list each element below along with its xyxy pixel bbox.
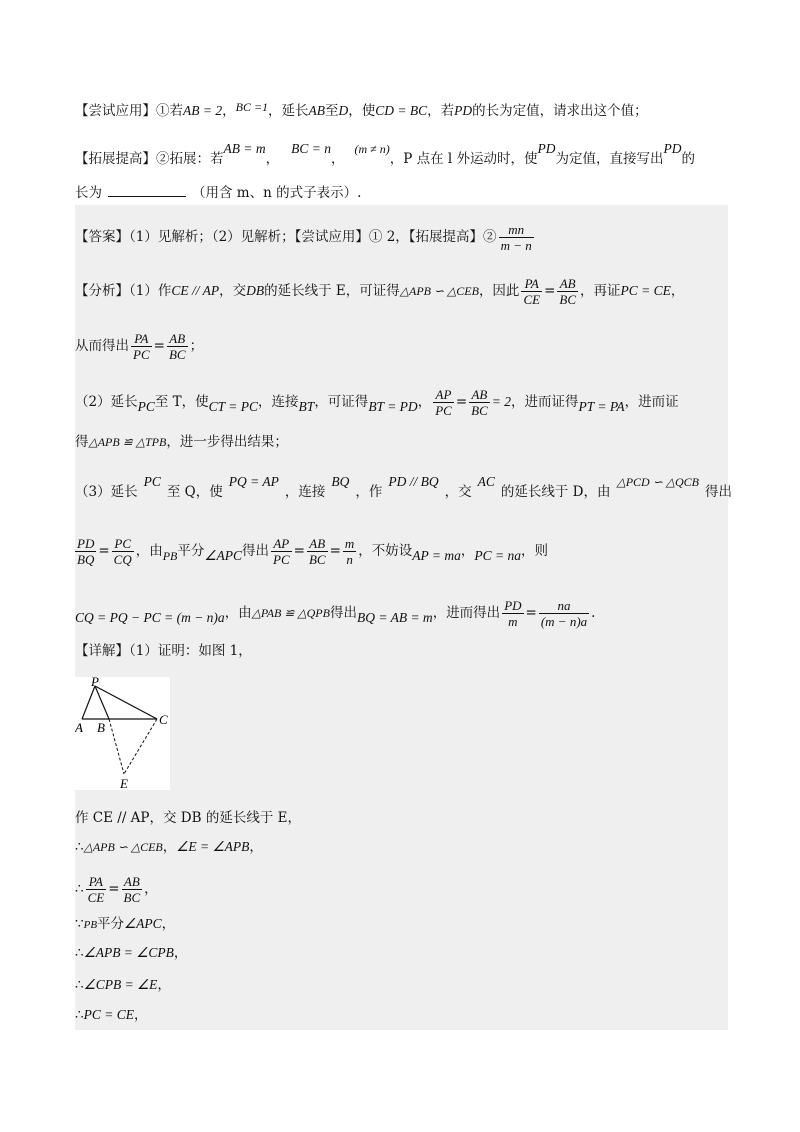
- numerator: AB: [167, 331, 188, 347]
- math: PC = CE: [83, 1007, 134, 1022]
- fraction: [499, 222, 534, 253]
- analysis-line-4: [75, 432, 288, 452]
- text: 至 T，使: [154, 394, 209, 410]
- text: ，进而得出: [432, 605, 501, 621]
- segment-ce-dashed: [124, 719, 157, 774]
- text: ，连接: [258, 394, 299, 410]
- text: ，进而证: [624, 394, 679, 410]
- math: BC =1: [235, 100, 269, 114]
- text: ，作: [355, 484, 383, 500]
- label-a: A: [75, 720, 83, 735]
- text: ①若: [156, 103, 183, 119]
- text: ，可证得: [314, 394, 369, 410]
- detail-step-3: ∴ $\frac{PA}{CE}$ = $\frac{AB}{BC}$ ，: [75, 874, 158, 905]
- text: ；: [189, 338, 204, 354]
- text: 平分: [97, 916, 125, 932]
- extend-tag: 【拓展提高】: [75, 151, 156, 167]
- fraction: [86, 874, 107, 905]
- text: ，: [144, 881, 158, 897]
- fraction: [539, 598, 589, 629]
- math: AC: [477, 474, 495, 489]
- math: BQ = AB = m: [356, 610, 433, 625]
- text: （2）延长: [75, 394, 138, 410]
- numerator: PC: [112, 536, 134, 552]
- math: BC = n: [291, 141, 331, 156]
- math: PB: [83, 919, 98, 931]
- denominator: CE: [523, 292, 541, 307]
- math: PB: [162, 549, 178, 563]
- math: PD: [454, 103, 473, 118]
- answer-line: [75, 222, 536, 253]
- analysis-line-7: CQ = PQ − PC = (m − n)a，由△PAB ≌ △QPB得出BQ = AB = m，进而得出 $\frac{PD}{m}$ = $\frac{na}{(m - n)a}$ .: [75, 598, 596, 629]
- numerator: AB: [469, 387, 490, 403]
- text: 的长为定值，请求出这个值；: [472, 103, 648, 119]
- text: ，P 点在 l 外运动时，使: [389, 151, 538, 167]
- math: PC: [137, 399, 155, 414]
- math: AB = m: [223, 141, 266, 156]
- numerator: AP: [271, 536, 292, 552]
- fraction: [307, 536, 328, 567]
- math: △APB ∽ △CEB: [399, 284, 479, 298]
- detail-step-2: [75, 837, 263, 857]
- numerator: AB: [557, 276, 578, 292]
- math: (m ≠ n): [354, 142, 390, 156]
- math: CE // AP: [171, 283, 220, 298]
- denominator: m − n: [500, 238, 532, 253]
- denominator: BC: [123, 890, 141, 905]
- text: ，连接: [284, 484, 326, 500]
- math: BT = PD: [368, 399, 418, 414]
- detail-tag: 【详解】: [75, 643, 129, 659]
- analysis-line-3: （2）延长PC至 T，使CT = PC，连接BT，可证得BT = PD， $\frac{AP}{PC}$ = $\frac{AB}{BC}$ = 2，进而证得PT = PA，进而证: [75, 387, 679, 418]
- text: （1）作: [129, 283, 172, 299]
- fraction: [343, 536, 356, 567]
- numerator: AB: [307, 536, 328, 552]
- try-apply-line: 【尝试应用】①若AB = 2，BC =1，延长AB至D，使CD = BC，若PD的长为定值，请求出这个值；: [75, 100, 648, 119]
- text: ，由: [224, 605, 252, 621]
- numerator: AP: [433, 387, 454, 403]
- label-e: E: [120, 776, 128, 790]
- text: （1）证明：如图 1，: [129, 643, 252, 659]
- segment-pb: [95, 686, 109, 719]
- text: 得出: [704, 484, 732, 500]
- extend-line-2: [75, 182, 361, 203]
- math: D: [338, 103, 349, 118]
- text: ，则: [521, 543, 548, 559]
- analysis-line-2: 从而得出 $\frac{PA}{PC}$ = $\frac{AB}{BC}$ ；: [75, 331, 204, 362]
- fraction: [557, 276, 578, 307]
- numerator: AB: [122, 874, 143, 890]
- fraction: [112, 536, 134, 567]
- text: ∴: [75, 977, 84, 993]
- math: △APB ≌ △TPB: [88, 435, 167, 449]
- text: 的: [681, 151, 696, 167]
- math: DB: [246, 283, 265, 298]
- detail-step-5: [75, 943, 187, 963]
- text: 为定值，直接写出: [555, 151, 664, 167]
- fraction: [433, 387, 454, 418]
- text: ，延长: [268, 103, 309, 119]
- analysis-line-1: 【分析】（1）作CE // AP，交DB的延长线于 E，可证得△APB ∽ △CEB，因此 $\frac{PA}{CE}$ = $\frac{AB}{BC}$ ，再证PC = CE，: [75, 276, 685, 307]
- text: 作 CE // AP，交 DB 的延长线于 E，: [75, 810, 301, 826]
- denominator: BC: [559, 292, 576, 307]
- numerator: PD: [77, 536, 95, 551]
- try-apply-tag: 【尝试应用】: [75, 103, 156, 119]
- answer-tag: 【答案】: [75, 229, 129, 245]
- math: ∠APC: [124, 916, 162, 931]
- text: ，交: [444, 484, 472, 500]
- denominator: BQ: [77, 552, 95, 567]
- math: △APB ∽ △CEB: [83, 840, 163, 854]
- text: ∴: [75, 881, 84, 897]
- text: ∵: [75, 916, 84, 932]
- text: 长为: [75, 185, 102, 201]
- denominator: m: [508, 614, 518, 629]
- numerator: mn: [499, 222, 534, 238]
- denominator: BC: [168, 347, 186, 362]
- fraction: [122, 874, 143, 905]
- denominator: PC: [133, 347, 150, 362]
- denominator: CQ: [113, 552, 132, 567]
- math: BT: [298, 399, 315, 414]
- numerator: PA: [131, 331, 152, 347]
- math: ∠E = ∠APB: [176, 839, 250, 854]
- text: ，: [133, 1007, 148, 1023]
- segment-pc: [95, 686, 157, 719]
- math: △PCD ∽ △QCB: [616, 475, 699, 489]
- math: PC = na: [474, 548, 521, 563]
- text: ，: [157, 977, 171, 993]
- text: ②拓展：若: [156, 151, 224, 167]
- text: 得: [75, 434, 89, 450]
- math: ∠CPB = ∠E: [83, 977, 158, 992]
- text: ，由: [135, 543, 163, 559]
- extend-line: 【拓展提高】②拓展：若AB = m，BC = n，(m ≠ n)，P 点在 l 外运动时，使PD为定值，直接写出PD的: [75, 141, 696, 167]
- denominator: n: [346, 552, 353, 567]
- text: ，: [161, 916, 176, 932]
- fraction: [271, 536, 292, 567]
- fraction: [502, 598, 523, 629]
- text: ，使: [348, 103, 376, 119]
- denominator: PC: [435, 403, 452, 418]
- text: ∴: [75, 945, 84, 961]
- detail-step-4: [75, 914, 175, 935]
- math: PD // BQ: [388, 474, 439, 489]
- math: △PAB ≌ △QPB: [251, 606, 330, 620]
- label-c: C: [159, 712, 168, 727]
- fraction: [167, 331, 188, 362]
- math: ∠APC: [204, 548, 242, 563]
- math: PC: [143, 474, 161, 489]
- text: （3）延长: [75, 484, 138, 500]
- numerator: PA: [86, 874, 107, 890]
- text: 至: [325, 103, 339, 119]
- text: （用含 m、n 的式子表示）.: [192, 185, 362, 201]
- label-p: P: [91, 677, 99, 689]
- text: 的延长线于 E，可证得: [264, 283, 400, 299]
- text: ，再证: [580, 283, 621, 299]
- fraction: [131, 331, 152, 362]
- text: 得出: [242, 543, 269, 559]
- numerator: m: [344, 536, 355, 551]
- fraction: [469, 387, 490, 418]
- math: AB = 2: [183, 103, 223, 118]
- text: 平分: [177, 543, 205, 559]
- math: PT = PA: [578, 399, 625, 414]
- numerator: na: [539, 598, 589, 614]
- answer-blank[interactable]: [108, 182, 186, 197]
- text: ，若: [427, 103, 455, 119]
- segment-be-dashed: [109, 719, 124, 774]
- numerator: PA: [521, 276, 542, 292]
- text: ，交: [219, 283, 247, 299]
- geometry-figure-1: [75, 677, 170, 790]
- text: ∴: [75, 1007, 84, 1023]
- math: ∠APB = ∠CPB: [83, 945, 174, 960]
- fraction: [521, 276, 542, 307]
- detail-step-7: [75, 1005, 147, 1025]
- text: 得出: [329, 605, 357, 621]
- math: PQ = AP: [228, 474, 279, 489]
- label-b: B: [97, 720, 105, 735]
- math: AB: [308, 103, 326, 118]
- math: CD = BC: [375, 103, 428, 118]
- denominator: (m − n)a: [540, 614, 588, 629]
- text: 至 Q，使: [166, 484, 223, 500]
- text: （1）见解析；（2）见解析；【尝试应用】① 2，【拓展提高】②: [129, 229, 497, 245]
- denominator: CE: [87, 890, 105, 905]
- analysis-line-5: [75, 472, 732, 502]
- fraction: [75, 536, 96, 567]
- detail-step-1: [75, 808, 301, 828]
- text: ，: [162, 839, 177, 855]
- text: ，不妨设: [358, 543, 413, 559]
- analysis-line-6: $\frac{PD}{BQ}$ = $\frac{PC}{CQ}$ ，由PB平分∠APC得出 $\frac{AP}{PC}$ = $\frac{AB}{BC}$ = $\frac{m}{n}$ ，不妨设AP = ma，PC = na，则: [77, 536, 548, 567]
- text: ，: [249, 839, 263, 855]
- math: PC = CE: [620, 283, 671, 298]
- math: PD: [663, 141, 682, 156]
- text: ，因此: [478, 283, 520, 299]
- text: ∴: [75, 839, 84, 855]
- text: ，进而证得: [511, 394, 579, 410]
- math: BQ: [331, 474, 350, 489]
- math: CQ = PQ − PC = (m − n)a: [75, 610, 225, 625]
- numerator: PD: [504, 598, 522, 613]
- text: .: [591, 605, 596, 621]
- math: PD: [537, 141, 556, 156]
- detail-step-6: [75, 975, 171, 995]
- math: AP = ma: [412, 548, 461, 563]
- denominator: BC: [308, 552, 326, 567]
- segment-pa: [82, 686, 95, 719]
- denominator: BC: [471, 403, 488, 418]
- text: 从而得出: [75, 338, 129, 354]
- text: ，: [173, 945, 188, 961]
- detail-line: [75, 641, 252, 661]
- math: = 2: [491, 394, 511, 409]
- denominator: PC: [273, 552, 290, 567]
- math: CT = PC: [208, 399, 259, 414]
- text: ，进一步得出结果；: [166, 434, 288, 450]
- analysis-tag: 【分析】: [75, 283, 129, 299]
- text: 的延长线于 D，由: [500, 484, 611, 500]
